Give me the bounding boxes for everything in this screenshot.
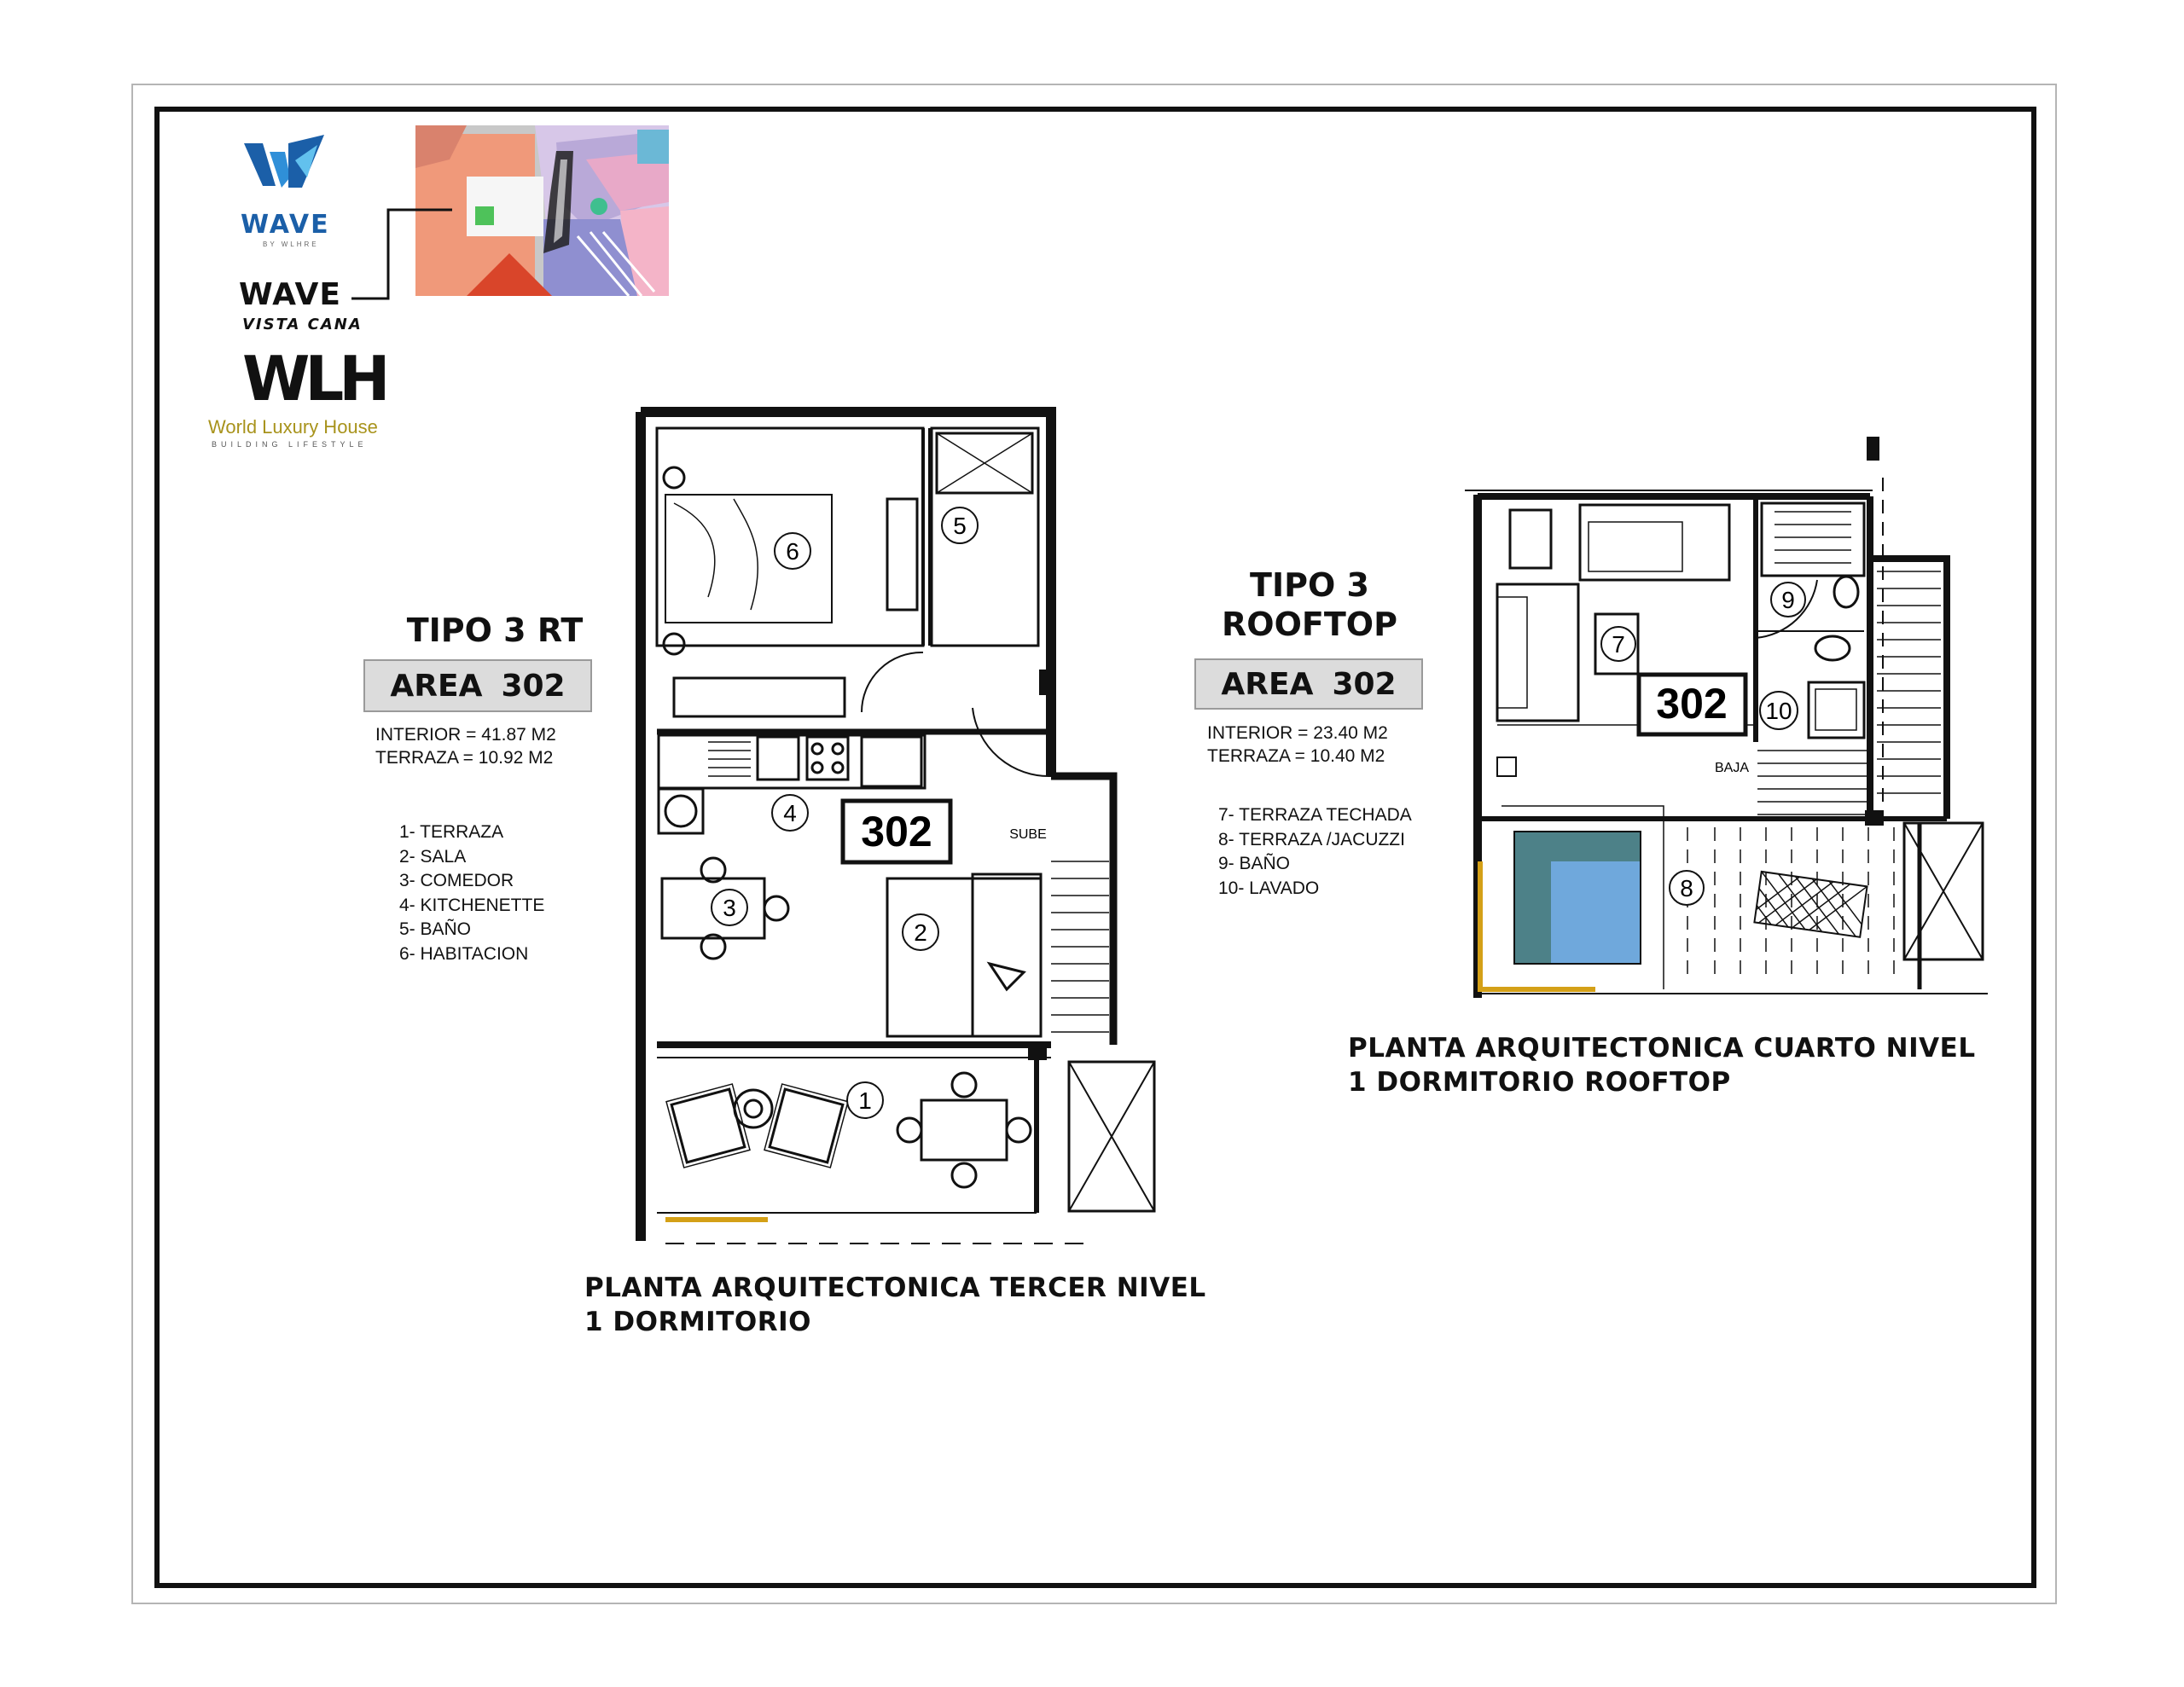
right-terrace-area: TERRAZA = 10.40 M2 xyxy=(1207,746,1385,766)
legend-item: 10- LAVADO xyxy=(1218,878,1320,898)
right-unit-title xyxy=(1186,565,1433,644)
right-plan-caption xyxy=(1348,1031,1976,1099)
wlh-tagline: BUILDING LIFESTYLE xyxy=(212,440,368,449)
left-unit-tag: 302 xyxy=(861,808,932,855)
legend-item: 8- TERRAZA /JACUZZI xyxy=(1218,829,1405,849)
map-pointer-line xyxy=(341,201,461,312)
left-area-specs xyxy=(375,723,556,769)
left-interior-area: INTERIOR = 41.87 M2 xyxy=(375,725,556,745)
left-caption-line-1: PLANTA ARQUITECTONICA TERCER NIVEL xyxy=(584,1272,1206,1303)
wave-logo-sub: BY WLHRE xyxy=(263,241,319,248)
room-number-7: 7 xyxy=(1612,631,1625,658)
left-room-legend xyxy=(399,820,544,966)
left-stair-label: SUBE xyxy=(1009,827,1047,842)
room-number-4: 4 xyxy=(783,800,797,826)
wave-logo-text: WAVE xyxy=(241,210,330,240)
right-unit-tag: 302 xyxy=(1656,680,1728,728)
right-stair-label: BAJA xyxy=(1714,761,1750,775)
legend-item: 4- KITCHENETTE xyxy=(399,895,545,915)
legend-item: 2- SALA xyxy=(399,846,467,867)
left-caption-line-2: 1 DORMITORIO xyxy=(584,1307,811,1337)
fourth-level-rooftop-plan xyxy=(1459,426,1988,1006)
left-area-number: 302 xyxy=(501,668,566,704)
left-area-box xyxy=(363,659,592,712)
wave-logo xyxy=(229,126,340,254)
room-number-9: 9 xyxy=(1781,587,1795,613)
right-interior-area: INTERIOR = 23.40 M2 xyxy=(1207,723,1388,743)
legend-item: 1- TERRAZA xyxy=(399,822,504,842)
right-area-specs xyxy=(1207,722,1388,768)
room-number-10: 10 xyxy=(1765,698,1792,724)
wlh-logo: WLH xyxy=(242,343,386,415)
wlh-company-name: World Luxury House xyxy=(208,416,378,438)
room-number-8: 8 xyxy=(1680,875,1693,901)
right-room-legend xyxy=(1218,803,1412,901)
right-caption-line-1: PLANTA ARQUITECTONICA CUARTO NIVEL xyxy=(1348,1033,1976,1064)
legend-item: 7- TERRAZA TECHADA xyxy=(1218,805,1412,825)
room-number-3: 3 xyxy=(723,895,736,921)
wave-title: WAVE xyxy=(239,277,341,312)
room-number-6: 6 xyxy=(786,538,799,565)
legend-item: 3- COMEDOR xyxy=(399,871,514,890)
right-title-line-1: TIPO 3 xyxy=(1250,566,1369,604)
room-number-5: 5 xyxy=(953,513,967,539)
wave-logo-icon xyxy=(229,126,340,212)
wave-vista-cana: VISTA CANA xyxy=(242,316,363,333)
right-title-line-2: ROOFTOP xyxy=(1222,606,1397,643)
right-area-number: 302 xyxy=(1332,666,1397,702)
legend-item: 6- HABITACION xyxy=(399,943,529,964)
right-caption-line-2: 1 DORMITORIO ROOFTOP xyxy=(1348,1067,1731,1098)
left-terrace-area: TERRAZA = 10.92 M2 xyxy=(375,748,554,768)
room-number-1: 1 xyxy=(858,1087,872,1114)
legend-item: 9- BAÑO xyxy=(1218,854,1291,873)
third-level-floor-plan xyxy=(636,401,1190,1245)
right-area-label: AREA xyxy=(1221,666,1314,702)
left-unit-title: TIPO 3 RT xyxy=(406,612,584,649)
right-area-box xyxy=(1194,658,1423,710)
legend-item: 5- BAÑO xyxy=(399,919,472,939)
left-area-label: AREA xyxy=(390,668,483,704)
room-number-2: 2 xyxy=(914,919,927,946)
left-plan-caption xyxy=(584,1271,1206,1339)
